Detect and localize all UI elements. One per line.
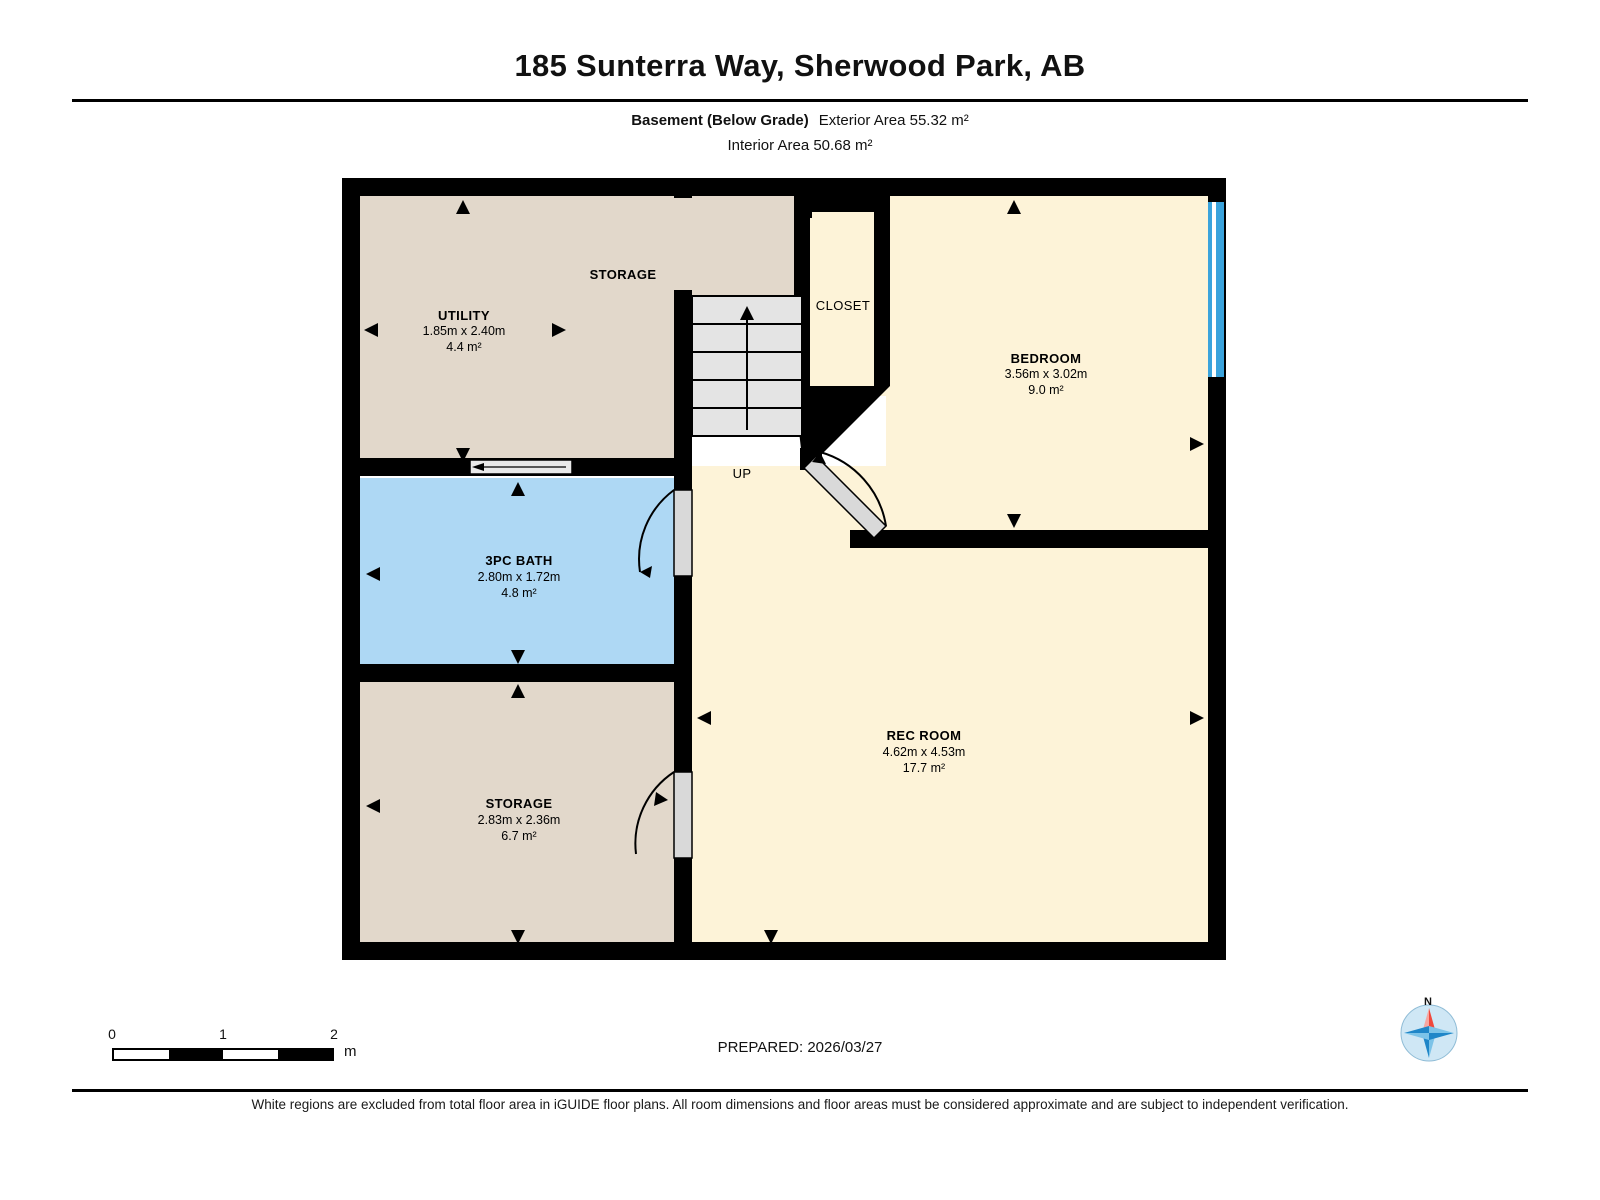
room-label-bedroom-dim: 3.56m x 3.02m xyxy=(1004,367,1088,381)
room-label-utility-dim: 1.85m x 2.40m xyxy=(422,324,506,338)
room-label-storage-lower-dim: 2.83m x 2.36m xyxy=(477,813,561,827)
room-label-storage-lower-area: 6.7 m² xyxy=(501,829,537,843)
footer-divider xyxy=(72,1089,1528,1092)
prepared-date: PREPARED: 2026/03/27 xyxy=(717,1039,883,1056)
room-label-bath-area: 4.8 m² xyxy=(501,586,537,600)
room-label-bedroom-area: 9.0 m² xyxy=(1028,383,1064,397)
room-label-rec-dim: 4.62m x 4.53m xyxy=(882,745,966,759)
room-label-rec-area: 17.7 m² xyxy=(902,761,946,775)
wall-vertical-center-top xyxy=(674,178,692,198)
scale-tick-0: 0 xyxy=(108,1026,116,1042)
interior-area: Interior Area 50.68 m² xyxy=(727,137,873,154)
level-label: Basement (Below Grade) xyxy=(631,112,809,129)
opening-utility xyxy=(470,460,572,474)
scale-unit-label: m xyxy=(344,1043,357,1060)
room-label-utility-name: UTILITY xyxy=(438,308,490,323)
compass-rose-icon xyxy=(1398,1002,1460,1064)
room-label-bedroom-name: BEDROOM xyxy=(1010,351,1082,366)
exterior-area: Exterior Area 55.32 m² xyxy=(818,112,969,129)
wall-bath-bottom xyxy=(352,664,682,682)
room-fill-utility-storage xyxy=(352,188,682,466)
wall-vertical-center xyxy=(674,290,692,960)
compass-north-label: N xyxy=(1424,996,1432,1008)
page-title: 185 Sunterra Way, Sherwood Park, AB xyxy=(514,48,1086,83)
room-label-storage-lower-name: STORAGE xyxy=(485,796,553,811)
scale-tick-2: 2 xyxy=(330,1026,338,1042)
staircase xyxy=(692,296,802,436)
room-label-utility-area: 4.4 m² xyxy=(446,340,482,354)
scale-tick-1: 1 xyxy=(219,1026,227,1042)
room-label-storage-top: STORAGE xyxy=(589,267,657,282)
wall-bedroom-bottom xyxy=(850,530,1208,548)
room-label-bath-dim: 2.80m x 1.72m xyxy=(477,570,561,584)
room-label-bath-name: 3PC BATH xyxy=(485,553,553,568)
wall-angled-hall xyxy=(794,386,890,458)
room-fill-storage-top xyxy=(682,188,802,298)
wall-closet-right xyxy=(874,196,890,386)
room-label-rec-name: REC ROOM xyxy=(886,728,962,743)
window-bedroom-east-mullion xyxy=(1212,202,1216,377)
stairs-direction-label: UP xyxy=(732,466,752,481)
disclaimer-text: White regions are excluded from total floor area in iGUIDE floor plans. All room dimensions and floor areas must be considered approximate and are subject to independent verification. xyxy=(251,1097,1349,1112)
room-label-closet: CLOSET xyxy=(815,298,871,313)
